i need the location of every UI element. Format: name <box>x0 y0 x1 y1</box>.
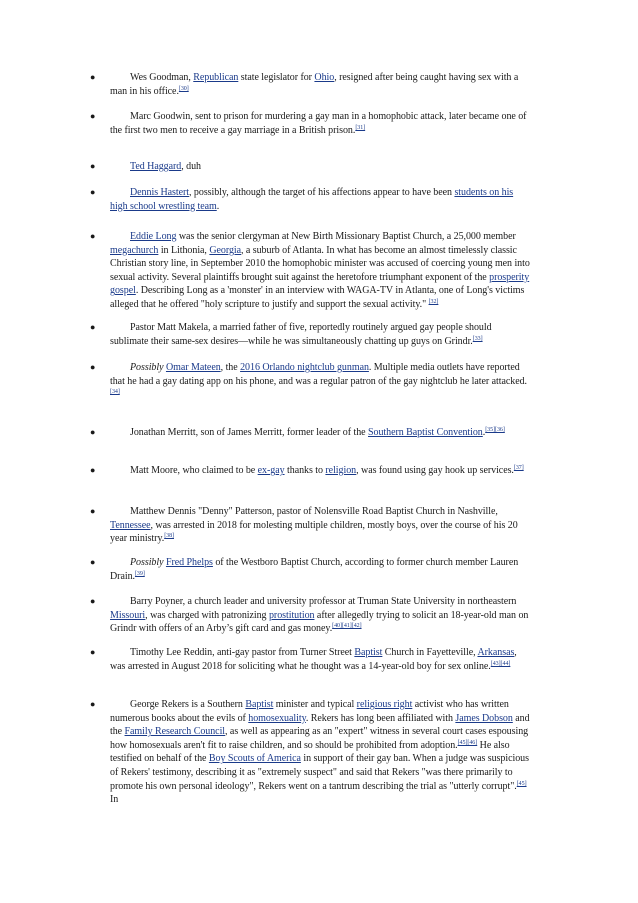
bullet-icon: ● <box>90 699 96 709</box>
body-text: activist who has written numerous books about the evils of <box>110 699 509 724</box>
list-item-text <box>110 71 530 98</box>
citation-link[interactable]: [39] <box>134 570 145 577</box>
wiki-link[interactable]: Tennessee <box>110 519 151 531</box>
body-text: and the <box>110 712 530 738</box>
body-text: . Rekers has long been affiliated with <box>305 712 456 724</box>
bullet-icon: ● <box>90 231 96 241</box>
list-item-text <box>110 160 530 174</box>
wiki-link[interactable]: Boy Scouts of America <box>208 753 301 765</box>
citation-link[interactable]: [43][44] <box>490 660 511 667</box>
body-text: Church in Fayetteville, <box>382 647 478 658</box>
citation-link[interactable]: [45][46] <box>457 739 478 746</box>
list-item-text <box>110 426 530 440</box>
citation-link[interactable]: [34] <box>110 389 120 396</box>
wiki-link[interactable]: prostitution <box>268 609 315 621</box>
wiki-link[interactable]: religion <box>325 465 357 476</box>
body-text: , was arrested in August 2018 for soliciting what he thought was a 14-year-old boy for sex online. <box>110 647 517 672</box>
wiki-link[interactable]: Baptist <box>354 647 383 658</box>
bullet-icon: ● <box>90 72 96 82</box>
body-text: of the Westboro Baptist Church, according to former church member Lauren Drain. <box>110 557 519 582</box>
citation-link[interactable]: [32] <box>428 298 439 305</box>
body-text: Timothy Lee Reddin, anti-gay pastor from Turner Street <box>130 647 355 658</box>
wiki-link[interactable]: Ohio <box>314 72 335 83</box>
wiki-link[interactable]: homosexuality <box>248 712 306 724</box>
bullet-icon: ● <box>90 465 96 475</box>
body-text: thanks to <box>284 465 326 476</box>
body-text: state legislator for <box>238 72 315 83</box>
citation-link[interactable]: [33] <box>472 335 483 342</box>
bullet-icon: ● <box>90 362 96 372</box>
body-text: . <box>216 200 220 212</box>
body-text: . Describing Long as a 'monster' in an interview with WAGA-TV in Atlanta, one of Long's victims alleged that he offered "holy scripture to justify and support the sexual activity." <box>110 285 525 310</box>
wiki-link[interactable]: James Dobson <box>455 712 513 724</box>
citation-link[interactable]: [38] <box>164 533 174 540</box>
wiki-link[interactable]: megachurch <box>110 244 159 256</box>
wiki-link[interactable]: Fred Phelps <box>165 557 213 568</box>
wiki-link[interactable]: Family Research Council <box>124 726 226 738</box>
bullet-icon: ● <box>90 322 96 332</box>
wiki-link[interactable]: Eddie Long <box>130 231 177 242</box>
body-text: George Rekers is a Southern <box>130 699 246 710</box>
bullet-icon: ● <box>90 506 96 516</box>
body-text: In <box>110 794 119 806</box>
body-text: , was arrested in 2018 for molesting multiple children, mostly boys, over the course of his 20 year ministry. <box>110 519 518 545</box>
list-item-text <box>110 186 530 213</box>
wiki-link[interactable]: Omar Mateen <box>165 362 221 373</box>
body-text: , resigned after being caught having sex with a man in his office. <box>110 72 519 97</box>
body-text: after allegedly trying to solicit an 18-year-old man on Grindr with offers of an Arby’s gift card and gas money. <box>110 609 529 635</box>
bullet-icon: ● <box>90 187 96 197</box>
bullet-icon: ● <box>90 111 96 121</box>
body-text: minister and typical <box>273 699 357 710</box>
bullet-icon: ● <box>90 161 96 171</box>
list-item-text <box>110 505 530 546</box>
body-text: in support of their gay ban. When a judge was suspicious of Rekers' testimony, describing it as "extremely suspect" and said that Rekers "was there primarily to promote his own personal ideology", Rekers went on a tantrum describing the trial as "utterly corrupt". <box>110 753 529 792</box>
list-item-text <box>110 361 530 402</box>
body-text: Barry Poyner, a church leader and university professor at Truman State University in northeastern <box>130 596 517 607</box>
body-text: Pastor Matt Makela, a married father of five, reportedly routinely argued gay people should sublimate their same-sex desires—while he was simultaneously chatting up guys on Grindr. <box>110 322 492 347</box>
body-text: . <box>482 427 486 438</box>
body-text: Matthew Dennis "Denny" Patterson, pastor of Nolensville Road Baptist Church in Nashville, <box>130 506 498 517</box>
list-item-text <box>110 110 530 137</box>
wiki-link[interactable]: ex-gay <box>257 465 285 476</box>
emphasis-text: Possibly <box>130 362 164 373</box>
wiki-link[interactable]: Missouri <box>110 609 146 621</box>
emphasis-text: Possibly <box>130 557 164 568</box>
citation-link[interactable]: [40][41][42] <box>332 623 362 630</box>
list-item-text <box>110 646 530 673</box>
list-item-text <box>110 464 530 478</box>
wiki-link[interactable]: Georgia <box>209 244 242 256</box>
body-text: , was found using gay hook up services. <box>356 465 514 476</box>
wiki-link[interactable]: 2016 Orlando nightclub gunman <box>240 362 369 373</box>
body-text: , possibly, although the target of his affections appear to have been <box>189 187 455 198</box>
wiki-link[interactable]: Baptist <box>245 699 274 710</box>
wiki-link[interactable]: Arkansas <box>477 647 515 658</box>
citation-link[interactable]: [37] <box>513 465 524 471</box>
body-text: Matt Moore, who claimed to be <box>130 465 258 476</box>
body-text: Marc Goodwin, sent to prison for murdering a gay man in a homophobic attack, later became one of the first two men to receive a gay marriage in a British prison. <box>110 111 527 136</box>
citation-link[interactable]: [45] <box>516 780 527 787</box>
list-item-text <box>110 556 530 583</box>
citation-link[interactable]: [31] <box>355 124 366 131</box>
body-text: was the senior clergyman at New Birth Missionary Baptist Church, a 25,000 member <box>176 231 516 242</box>
body-text: He also testified on behalf of the <box>110 739 510 765</box>
wiki-link[interactable]: Ted Haggard <box>130 161 182 172</box>
list-item-text <box>110 321 530 348</box>
bullet-icon: ● <box>90 596 96 606</box>
list-item-text <box>110 595 530 636</box>
body-text: , as well as appearing as an "expert" witness in several court cases espousing how homosexuals aren't fit to raise children, and so should be prohibited from adoption. <box>110 726 529 751</box>
body-text: in Lithonia, <box>158 244 210 256</box>
wiki-link[interactable]: Republican <box>193 72 239 83</box>
body-text: , the <box>220 362 241 373</box>
body-text: , duh <box>181 161 201 172</box>
citation-link[interactable]: [30] <box>178 85 189 92</box>
wiki-link[interactable]: students on his high school wrestling team <box>110 187 514 212</box>
list-item-text <box>110 230 530 312</box>
body-text: Jonathan Merritt, son of James Merritt, former leader of the <box>130 427 368 438</box>
body-text: Wes Goodman, <box>130 72 194 83</box>
bullet-icon: ● <box>90 557 96 567</box>
wiki-link[interactable]: Southern Baptist Convention <box>368 427 483 438</box>
wiki-link[interactable]: prosperity gospel <box>110 271 530 297</box>
bullet-icon: ● <box>90 427 96 437</box>
list-item-text <box>110 698 530 807</box>
bullet-icon: ● <box>90 647 96 657</box>
body-text: , a suburb of Atlanta. In what has become an almost timelessly classic Christian story line, in September 2010 the homophobic minister was accused of coercing young men into sexual activity. Several plaintiffs brought suit against the heretofore triumphant exponent of the <box>110 244 530 283</box>
wiki-link[interactable]: Dennis Hastert <box>130 187 190 198</box>
citation-link[interactable]: [35][36] <box>485 427 505 433</box>
wiki-link[interactable]: religious right <box>356 699 413 710</box>
body-text: . Multiple media outlets have reported that he had a gay dating app on his phone, and was a regular patron of the gay nightclub he later attacked. <box>110 362 528 387</box>
body-text: , was charged with patronizing <box>145 609 269 621</box>
